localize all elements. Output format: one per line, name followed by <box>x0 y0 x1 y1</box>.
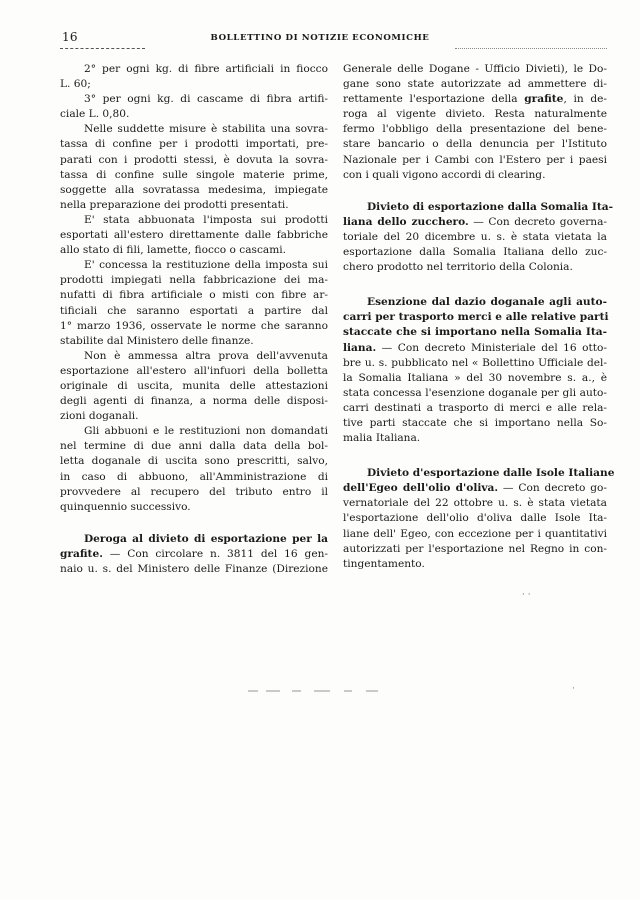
scan-mark: · <box>572 684 575 694</box>
text-line: l'esportazione dell'olio d'oliva dalle Isole Ita- <box>343 512 607 525</box>
section-title-deroga: Deroga al divieto di esportazione per la <box>84 532 328 545</box>
text-run: rettamente l'esportazione della <box>343 93 525 106</box>
text-line: esportati all'estero direttamente dalle fabbriche <box>60 229 328 242</box>
text-line: fermo l'obbligo della presentazione del bene- <box>343 123 607 136</box>
text-line: E' stata abbuonata l'imposta sui prodotti <box>84 213 328 226</box>
text-line: 3° per ogni kg. di cascame di fibra artifi- <box>84 93 328 106</box>
text-line: liane dell' Egeo, con eccezione per i quantitativi <box>343 527 607 540</box>
text-line: esportazione all'estero all'infuori della bolletta <box>60 364 328 377</box>
text-line: toriale del 20 dicembre u. s. è stata vietata la <box>343 230 607 243</box>
text-line: Nazionale per i Cambi con l'Estero per i paesi <box>343 153 607 166</box>
text-run: — Con circolare n. 3811 del 16 gen- <box>102 547 328 560</box>
text-line: naio u. s. del Ministero delle Finanze (Direzione <box>60 563 328 575</box>
text-line: tassa di confine per i prodotti importati, pre- <box>60 138 328 151</box>
text-line <box>343 341 607 356</box>
scan-specks <box>248 690 398 696</box>
text-line: ciale L. 0,80. <box>60 108 130 121</box>
section-title-egeo: Divieto d'esportazione dalle Isole Italiane <box>367 467 615 480</box>
text-line: nel termine di due anni dalla data della bol- <box>60 440 328 453</box>
text-line <box>60 547 328 562</box>
text-line: stata concessa l'esenzione doganale per gli auto- <box>343 386 607 399</box>
section-title-line: carri per trasporto merci e alle relative parti <box>343 311 609 324</box>
text-line: Generale delle Dogane - Ufficio Divieti), le Do- <box>343 63 607 75</box>
text-line: tificiali che saranno esportati a partire dal <box>60 304 328 317</box>
text-line: roga al vigente divieto. Resta naturalmente <box>343 108 607 121</box>
text-line <box>343 481 607 496</box>
text-line: stabilite dal Ministero delle finanze. <box>60 334 254 347</box>
bold-term: liana dello zucchero. <box>343 215 469 228</box>
text-line: nella preparazione dei prodotti presentati. <box>60 198 289 211</box>
text-line: malia Italiana. <box>343 432 421 445</box>
text-line: Nelle suddette misure è stabilita una sovra- <box>84 123 328 136</box>
text-line: provvedere al recupero del tributo entro il <box>60 485 328 498</box>
speck <box>314 690 330 692</box>
text-line: bre u. s. pubblicato nel « Bollettino Ufficiale del- <box>343 356 607 369</box>
bold-term: liana. <box>343 341 377 354</box>
speck <box>366 690 378 692</box>
text-line: stare bancario o della denuncia per l'Istituto <box>343 138 607 151</box>
text-line: la Somalia Italiana » del 30 novembre s. a., è <box>343 371 607 384</box>
text-line: originale di uscita, munita delle attestazioni <box>60 379 328 392</box>
bold-term: dell'Egeo dell'olio d'oliva. <box>343 482 499 495</box>
section-title-somalia-zucchero: Divieto di esportazione dalla Somalia Ita- <box>367 200 614 213</box>
text-line: soggette alla sovratassa medesima, impiegate <box>60 183 328 196</box>
section-gap <box>343 275 607 295</box>
text-line: Gli abbuoni e le restituzioni non domandati <box>84 425 328 438</box>
text-line: tive parti staccate che si importano nella So- <box>343 416 607 429</box>
section-title-line: staccate che si importano nella Somalia Ita- <box>343 326 607 339</box>
text-line: chero prodotto nel territorio della Colonia. <box>343 261 573 274</box>
text-line: nufatti di fibra artificiale o misti con fibre ar- <box>60 289 328 302</box>
text-line: autorizzati per l'esportazione nel Regno in con- <box>343 542 607 555</box>
text-line: vernatoriale del 22 ottobre u. s. è stata vietata <box>343 497 607 510</box>
text-line: degli agenti di finanza, a norma delle disposi- <box>60 395 328 408</box>
bold-term: grafite <box>524 93 564 106</box>
text-line: parati con i prodotti stessi, è dovuta la sovra- <box>60 153 328 166</box>
bold-term: grafite. <box>60 547 103 560</box>
text-line: con i quali vigono accordi di clearing. <box>343 168 546 181</box>
header-rule-left <box>60 48 145 49</box>
text-line: quinquennio successivo. <box>60 500 191 513</box>
running-title: BOLLETTINO DI NOTIZIE ECONOMICHE <box>210 33 430 43</box>
page-number: 16 <box>62 30 78 44</box>
text-line: tassa di confine sulle singole materie prime, <box>60 168 328 181</box>
right-column <box>343 62 615 572</box>
text-line: carri destinati a trasporto di merci e alle rela- <box>343 401 607 414</box>
text-line: zioni doganali. <box>60 410 139 423</box>
scan-mark: · · <box>522 590 531 600</box>
text-line <box>343 215 607 230</box>
text-line: letta doganale di uscita sono prescritti, salvo, <box>60 455 328 468</box>
section-title-esenzione: Esenzione dal dazio doganale agli auto- <box>367 296 607 309</box>
text-run: — Con decreto Ministeriale del 16 otto- <box>376 341 607 354</box>
speck <box>266 690 280 692</box>
section-gap <box>60 515 328 532</box>
header-rule-right <box>455 48 607 49</box>
text-line: esportazione dalla Somalia Italiana dello zuc- <box>343 246 607 259</box>
text-line: in caso di abbuono, all'Amministrazione di <box>60 470 328 483</box>
text-line <box>343 92 607 107</box>
text-line: 1° marzo 1936, osservate le norme che saranno <box>60 319 328 332</box>
section-gap <box>343 446 607 466</box>
text-line: E' concessa la restituzione della imposta sui <box>84 259 328 272</box>
text-line: gane sono state autorizzate ad ammettere di- <box>343 78 607 91</box>
text-line: Non è ammessa altra prova dell'avvenuta <box>84 349 328 362</box>
speck <box>344 690 352 692</box>
text-run: — Con decreto governa- <box>468 215 607 228</box>
section-gap <box>343 183 607 200</box>
text-line: L. 60; <box>60 78 91 91</box>
speck <box>292 690 301 692</box>
text-line: prodotti impiegati nella fabbricazione dei ma- <box>60 274 328 287</box>
text-run: — Con decreto go- <box>498 482 607 495</box>
text-line: tingentamento. <box>343 557 425 570</box>
speck <box>248 690 258 692</box>
text-run: , in de- <box>563 93 607 106</box>
left-column <box>60 62 328 577</box>
text-line: allo stato di fili, lamette, fiocco o cascami. <box>60 244 287 257</box>
text-line: 2° per ogni kg. di fibre artificiali in fiocco <box>84 63 328 75</box>
